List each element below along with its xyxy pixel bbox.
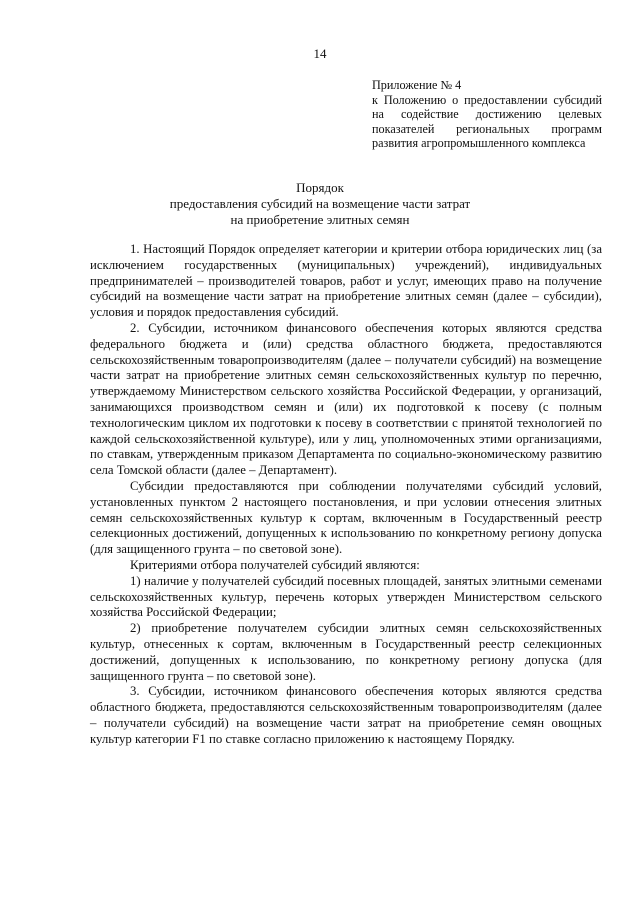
document-title bbox=[0, 180, 640, 228]
appendix-title: Приложение № 4 bbox=[372, 78, 462, 92]
paragraph-2: 2. Субсидии, источником финансового обеспечения которых являются средства федерального бюджета и (или) средства областного бюджета, предоставляются сельскохозяйственным товаропроизводителям (далее – получатели субсидий) на возмещение части затрат на приобретение элитных семян сельскохозяйственных культур по перечню, утверждаемому Министерством сельского хозяйства Российской Федерации, у организаций, занимающихся производством семян и (или) их подготовкой к посеву (с полным технологическим циклом их подготовки к посеву в соответствии с принятой технологией по каждой сельскохозяйственной культуре), или у лиц, уполномоченных этими организациями, по ставкам, утвержденным приказом Департамента по социально-экономическому развитию села Томской области (далее – Департамент). bbox=[90, 320, 602, 478]
appendix-text: к Положению о предоставлении субсидий на содействие достижению целевых показателей региональных программ развития агропромышленного комплекса bbox=[372, 92, 602, 151]
paragraph-3: Субсидии предоставляются при соблюдении получателями субсидий условий, установленных пунктом 2 настоящего постановления, и при условии отнесения элитных семян сельскохозяйственных культур к сортам, включенным в Государственный реестр селекционных достижений, допущенных к использованию по конкретному региону допуска (для защищенного грунта – по световой зоне). bbox=[90, 478, 602, 557]
document-title-line1: Порядок bbox=[296, 180, 344, 195]
paragraph-1: 1. Настоящий Порядок определяет категории и критерии отбора юридических лиц (за исключением государственных (муниципальных) учреждений), индивидуальных предпринимателей – производителей товаров, работ и услуг, имеющих право на получение субсидий на возмещение части затрат на приобретение элитных семян (далее – субсидии), условия и порядок предоставления субсидий. bbox=[90, 242, 602, 320]
document-title-line3: на приобретение элитных семян bbox=[230, 212, 410, 227]
document-body bbox=[90, 242, 602, 748]
paragraph-6: 2) приобретение получателем субсидии элитных семян сельскохозяйственных культур, отнесенных к сортам, включенным в Государственный реестр селекционных достижений, допущенных к использованию, по конкретному региону допуска (для защищенного грунта – по световой зоне). bbox=[90, 621, 602, 683]
paragraph-5: 1) наличие у получателей субсидий посевных площадей, занятых элитными семенами сельскохозяйственных культур, перечень которых утвержден Министерством сельского хозяйства Российской Федерации; bbox=[90, 573, 602, 620]
paragraph-4: Критериями отбора получателей субсидий являются: bbox=[130, 557, 420, 572]
page-number: 14 bbox=[313, 46, 327, 61]
document-title-line2: предоставления субсидий на возмещение части затрат bbox=[169, 196, 471, 211]
appendix-block bbox=[372, 78, 602, 151]
paragraph-7: 3. Субсидии, источником финансового обеспечения которых являются средства областного бюджета, предоставляются сельскохозяйственным товаропроизводителям (далее – получатели субсидий) на возмещение части затрат на приобретение семян овощных культур категории F1 по ставке согласно приложению к настоящему Порядку. bbox=[90, 684, 602, 746]
